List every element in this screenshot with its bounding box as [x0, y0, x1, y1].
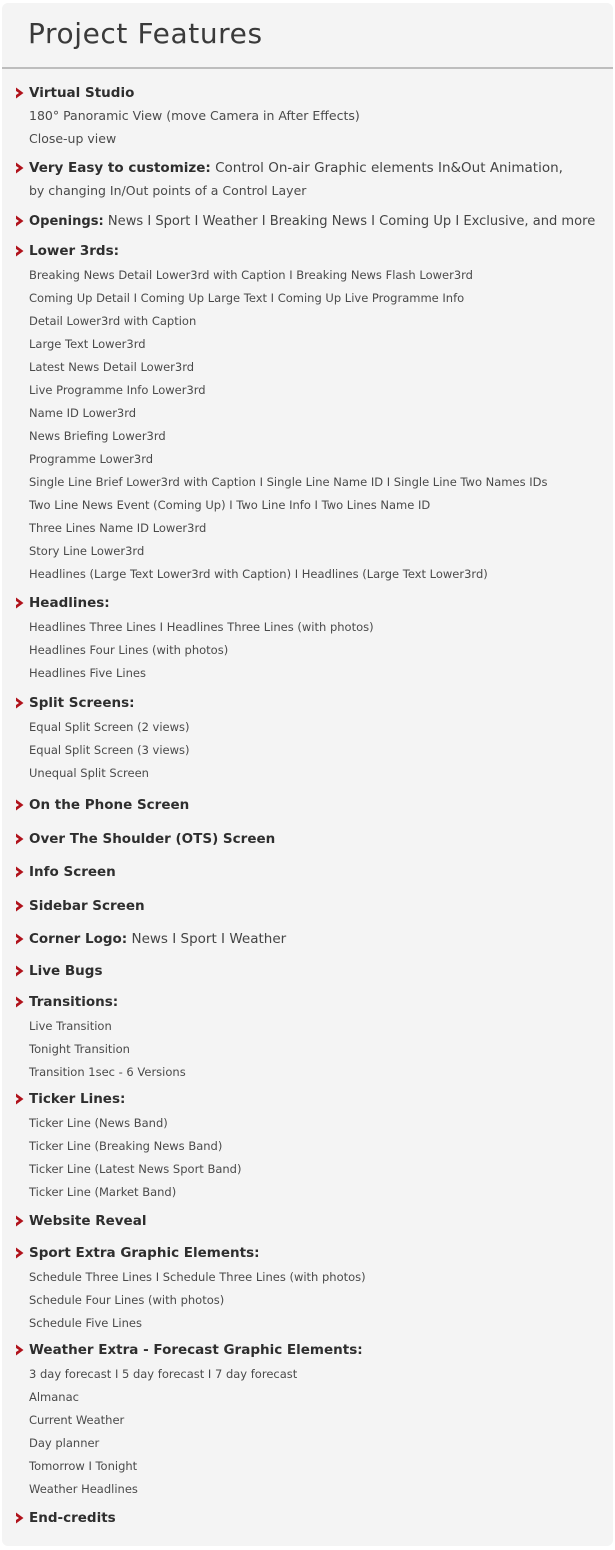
- feature-sub-item: Breaking News Detail Lower3rd with Caption I Breaking News Flash Lower3rd: [29, 268, 473, 282]
- feature-heading: Info Screen: [29, 864, 116, 880]
- chevron-right-icon: [15, 1093, 24, 1105]
- feature-heading: Headlines:: [29, 595, 110, 611]
- feature-heading: End-credits: [29, 1510, 116, 1526]
- chevron-right-icon: [15, 245, 24, 257]
- chevron-right-icon: [15, 162, 24, 174]
- chevron-right-icon: [15, 215, 24, 227]
- chevron-right-icon: [15, 996, 24, 1008]
- feature-heading-line: [29, 1212, 146, 1230]
- feature-heading-line: [29, 1509, 116, 1527]
- feature-sub-item: Name ID Lower3rd: [29, 406, 137, 420]
- feature-heading: Website Reveal: [29, 1213, 147, 1229]
- feature-heading-line: [29, 1341, 363, 1359]
- feature-heading-line: [29, 930, 286, 948]
- feature-heading: Ticker Lines:: [29, 1091, 126, 1107]
- feature-sub-item: Headlines Three Lines I Headlines Three Lines (with photos): [29, 620, 374, 634]
- feature-sub-item: Almanac: [29, 1390, 79, 1404]
- feature-sub-item: Detail Lower3rd with Caption: [29, 314, 197, 328]
- chevron-right-icon: [15, 965, 24, 977]
- feature-sub-item: Close-up view: [29, 131, 117, 146]
- feature-description: News I Sport I Weather I Breaking News I Coming Up I Exclusive, and more: [107, 213, 596, 229]
- chevron-right-icon: [15, 697, 24, 709]
- feature-sub-item: Tomorrow I Tonight: [29, 1459, 138, 1473]
- feature-sub-item: Single Line Brief Lower3rd with Caption I Single Line Name ID I Single Line Two Names IDs: [29, 475, 548, 489]
- feature-sub-item: 180° Panoramic View (move Camera in After Effects): [29, 108, 360, 123]
- feature-heading-line: [29, 1244, 260, 1262]
- feature-heading-line: [29, 863, 116, 881]
- feature-sub-item: by changing In/Out points of a Control Layer: [29, 183, 307, 198]
- feature-heading-line: [29, 830, 275, 848]
- feature-sub-item: Headlines Five Lines: [29, 666, 146, 680]
- feature-sub-item: Unequal Split Screen: [29, 766, 149, 780]
- feature-sub-item: Headlines (Large Text Lower3rd with Caption) I Headlines (Large Text Lower3rd): [29, 567, 488, 581]
- feature-sub-item: Large Text Lower3rd: [29, 337, 146, 351]
- feature-sub-item: Ticker Line (Market Band): [29, 1185, 177, 1199]
- feature-heading-line: [29, 796, 189, 814]
- page-title: Project Features: [28, 17, 263, 50]
- feature-sub-item: Headlines Four Lines (with photos): [29, 643, 229, 657]
- feature-sub-item: Programme Lower3rd: [29, 452, 154, 466]
- chevron-right-icon: [15, 900, 24, 912]
- chevron-right-icon: [15, 1215, 24, 1227]
- feature-sub-item: Latest News Detail Lower3rd: [29, 360, 195, 374]
- feature-heading: Weather Extra - Forecast Graphic Elements:: [29, 1342, 363, 1358]
- panel-header: [2, 3, 613, 69]
- feature-sub-item: Live Programme Info Lower3rd: [29, 383, 206, 397]
- feature-heading: Live Bugs: [29, 963, 103, 979]
- feature-description: Control On-air Graphic elements In&Out Animation,: [215, 160, 563, 176]
- chevron-right-icon: [15, 833, 24, 845]
- feature-sub-item: Schedule Four Lines (with photos): [29, 1293, 225, 1307]
- feature-sub-item: Day planner: [29, 1436, 100, 1450]
- feature-sub-item: News Briefing Lower3rd: [29, 429, 166, 443]
- feature-sub-item: Ticker Line (Breaking News Band): [29, 1139, 223, 1153]
- chevron-right-icon: [15, 1344, 24, 1356]
- feature-sub-item: Equal Split Screen (3 views): [29, 743, 190, 757]
- chevron-right-icon: [15, 799, 24, 811]
- feature-heading: Lower 3rds:: [29, 243, 120, 259]
- feature-sub-item: Three Lines Name ID Lower3rd: [29, 521, 207, 535]
- feature-sub-item: Coming Up Detail I Coming Up Large Text I Coming Up Live Programme Info: [29, 291, 465, 305]
- feature-sub-item: 3 day forecast I 5 day forecast I 7 day forecast: [29, 1367, 298, 1381]
- feature-heading-line: [29, 962, 103, 980]
- feature-heading: Virtual Studio: [29, 85, 135, 101]
- feature-sub-item: Schedule Five Lines: [29, 1316, 142, 1330]
- chevron-right-icon: [15, 1512, 24, 1524]
- feature-sub-item: Story Line Lower3rd: [29, 544, 145, 558]
- feature-heading-line: [29, 1090, 125, 1108]
- feature-description: News I Sport I Weather: [131, 931, 287, 947]
- feature-heading: On the Phone Screen: [29, 797, 190, 813]
- feature-sub-item: Current Weather: [29, 1413, 125, 1427]
- chevron-right-icon: [15, 1247, 24, 1259]
- feature-heading: Openings:: [29, 213, 104, 229]
- feature-heading-line: [29, 84, 134, 102]
- chevron-right-icon: [15, 87, 24, 99]
- feature-heading: Transitions:: [29, 994, 119, 1010]
- feature-sub-item: Two Line News Event (Coming Up) I Two Line Info I Two Lines Name ID: [29, 498, 431, 512]
- chevron-right-icon: [15, 597, 24, 609]
- feature-heading-line: [29, 212, 595, 230]
- chevron-right-icon: [15, 866, 24, 878]
- feature-heading-line: [29, 594, 110, 612]
- feature-heading-line: [29, 242, 119, 260]
- feature-sub-item: Schedule Three Lines I Schedule Three Lines (with photos): [29, 1270, 366, 1284]
- feature-heading: Split Screens:: [29, 695, 135, 711]
- feature-heading: Over The Shoulder (OTS) Screen: [29, 831, 276, 847]
- feature-sub-item: Ticker Line (Latest News Sport Band): [29, 1162, 242, 1176]
- feature-heading: Corner Logo:: [29, 931, 128, 947]
- feature-heading: Sport Extra Graphic Elements:: [29, 1245, 260, 1261]
- feature-heading-line: [29, 159, 563, 177]
- feature-heading: Very Easy to customize:: [29, 160, 211, 176]
- features-panel: [2, 3, 613, 1546]
- feature-heading-line: [29, 694, 135, 712]
- feature-heading: Sidebar Screen: [29, 898, 145, 914]
- feature-heading-line: [29, 993, 118, 1011]
- feature-sub-item: Equal Split Screen (2 views): [29, 720, 190, 734]
- chevron-right-icon: [15, 933, 24, 945]
- feature-heading-line: [29, 897, 145, 915]
- feature-sub-item: Ticker Line (News Band): [29, 1116, 168, 1130]
- feature-sub-item: Weather Headlines: [29, 1482, 138, 1496]
- feature-sub-item: Tonight Transition: [29, 1042, 130, 1056]
- feature-sub-item: Live Transition: [29, 1019, 112, 1033]
- feature-sub-item: Transition 1sec - 6 Versions: [29, 1065, 186, 1079]
